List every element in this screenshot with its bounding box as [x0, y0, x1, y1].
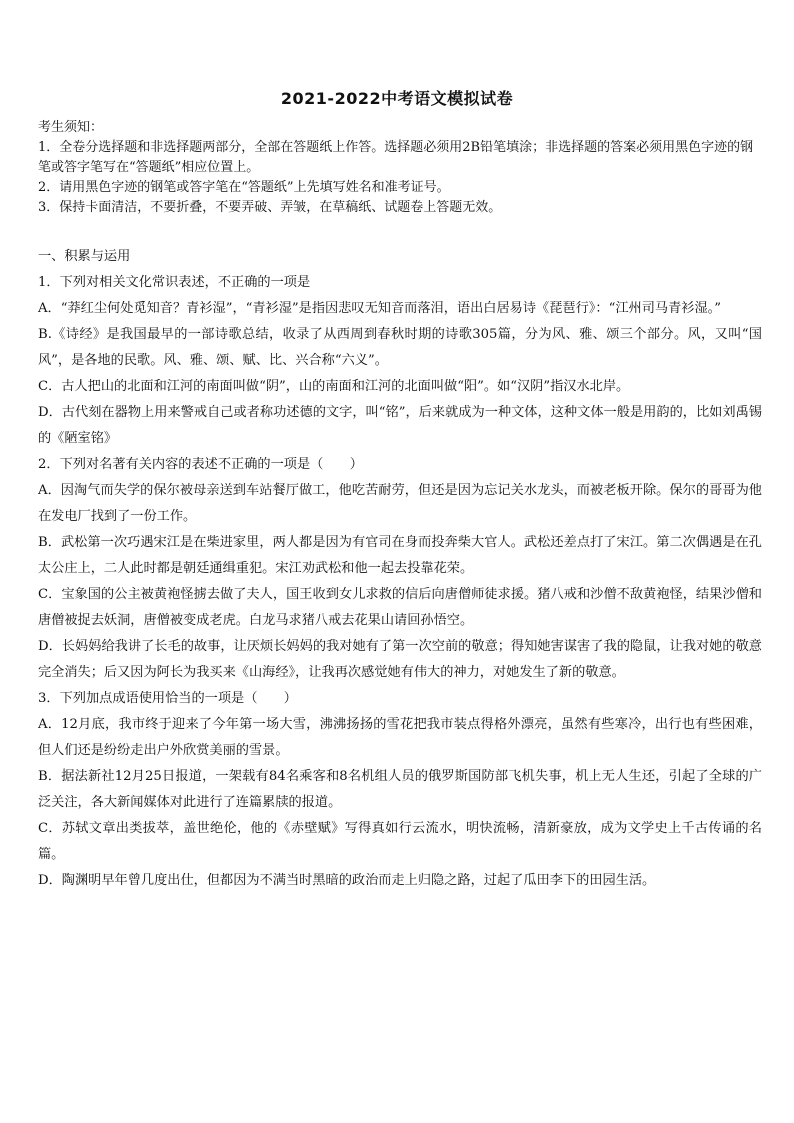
question-option: B．据法新社12月25日报道，一架载有84名乘客和8名机组人员的俄罗斯国防部飞机失事，机上无人生还，引起了全球的广泛关注，各大新闻媒体对此进行了连篇累牍的报道。 — [38, 769, 762, 810]
question-option: D．陶渊明早年曾几度出仕，但都因为不满当时黑暗的政治而走上归隐之路，过起了瓜田李下的田园生活。 — [38, 873, 656, 888]
question-stem: 2．下列对名著有关内容的表述不正确的一项是（ ） — [38, 457, 363, 472]
question-option: D．古代刻在器物上用来警戒自己或者称功述德的文字，叫“铭”，后来就成为一种文体，这种文体一般是用韵的，比如刘禹锡的《陋室铭》 — [38, 405, 762, 446]
candidate-notice — [38, 118, 762, 218]
notice-heading: 考生须知： — [38, 120, 104, 135]
question-option: A．因淘气而失学的保尔被母亲送到车站餐厅做工，他吃苦耐劳，但还是因为忘记关水龙头，而被老板开除。保尔的哥哥为他在发电厂找到了一份工作。 — [38, 483, 762, 524]
notice-item: 1．全卷分选择题和非选择题两部分，全部在答题纸上作答。选择题必须用2B铅笔填涂；非选择题的答案必须用黑色字迹的钢笔或答字笔写在“答题纸”相应位置上。 — [38, 140, 754, 175]
question-option: C．苏轼文章出类拔萃，盖世绝伦，他的《赤壁赋》写得真如行云流水，明快流畅，清新豪放，成为文学史上千古传诵的名篇。 — [38, 821, 762, 862]
question-option: D．长妈妈给我讲了长毛的故事，让厌烦长妈妈的我对她有了第一次空前的敬意；得知她害谋害了我的隐鼠，让我对她的敬意完全消失；后又因为阿长为我买来《山海经》，让我再次感觉她有伟大的神力，对她发生了新的敬意。 — [38, 639, 762, 680]
section-heading: 一、积累与运用 — [38, 249, 131, 264]
question-option: C．古人把山的北面和江河的南面叫做“阴”，山的南面和江河的北面叫做“阳”。如“汉阴”指汉水北岸。 — [38, 379, 630, 394]
notice-item: 3．保持卡面清洁，不要折叠，不要弄破、弄皱，在草稿纸、试题卷上答题无效。 — [38, 200, 502, 215]
notice-item: 2．请用黑色字迹的钢笔或答字笔在“答题纸”上先填写姓名和准考证号。 — [38, 180, 450, 195]
question-stem: 1．下列对相关文化常识表述，不正确的一项是 — [38, 275, 311, 290]
exam-body — [38, 244, 762, 894]
question-option: B．武松第一次巧遇宋江是在柴进家里，两人都是因为有官司在身而投奔柴大官人。武松还差点打了宋江。第二次偶遇是在孔太公庄上，二人此时都是朝廷通缉重犯。宋江劝武松和他一起去投靠花荣。 — [38, 535, 762, 576]
question-stem: 3．下列加点成语使用恰当的一项是（ ） — [38, 691, 297, 706]
question-option: A．12月底，我市终于迎来了今年第一场大雪，沸沸扬扬的雪花把我市装点得格外漂亮，虽然有些寒冷，出行也有些困难，但人们还是纷纷走出户外欣赏美丽的雪景。 — [38, 717, 762, 758]
question-option: B.《诗经》是我国最早的一部诗歌总结，收录了从西周到春秋时期的诗歌305篇，分为风、雅、颂三个部分。风，又叫“国风”，是各地的民歌。风、雅、颂、赋、比、兴合称“六义”。 — [38, 327, 762, 368]
question-option: A．“莽红尘何处觅知音？青衫湿”，“青衫湿”是指因悲叹无知音而落泪，语出白居易诗《琵琶行》：“江州司马青衫湿。” — [38, 301, 721, 316]
question-option: C．宝象国的公主被黄袍怪掳去做了夫人，国王收到女儿求救的信后向唐僧师徒求援。猪八戒和沙僧不敌黄袍怪，结果沙僧和唐僧被捉去妖洞，唐僧被变成老虎。白龙马求猪八戒去花果山请回孙悟空。 — [38, 587, 762, 628]
page-title: 2021-2022中考语文模拟试卷 — [280, 89, 514, 108]
